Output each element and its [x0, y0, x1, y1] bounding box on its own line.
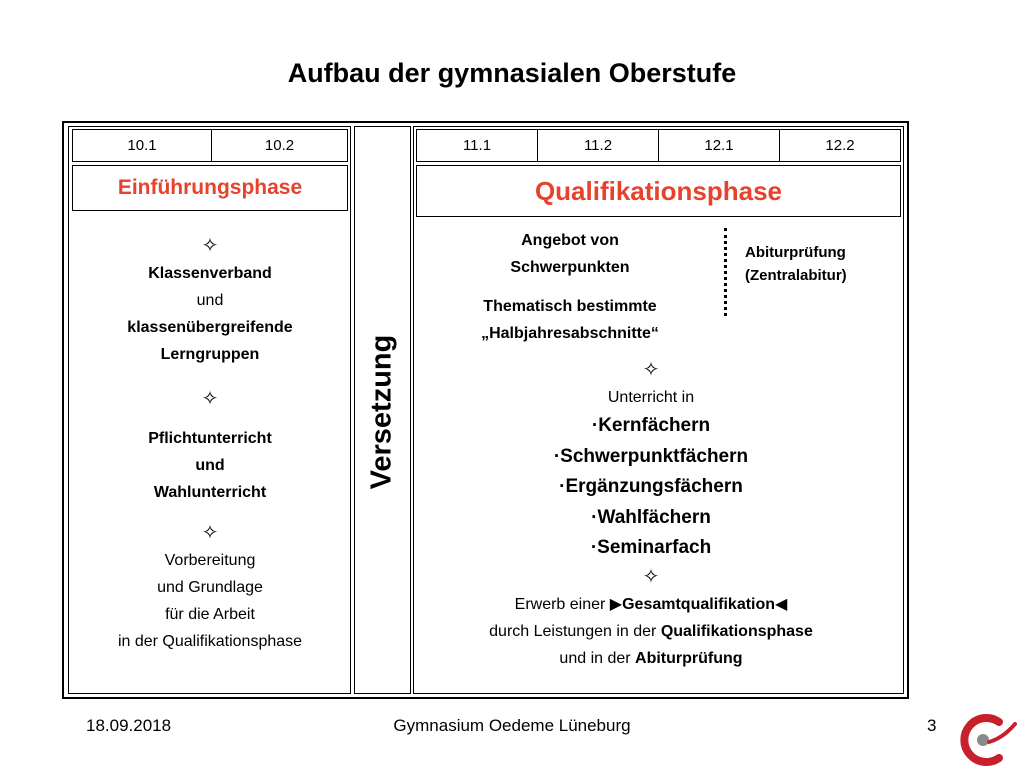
text-line: Thematisch bestimmte — [483, 298, 657, 315]
text-line: Wahlunterricht — [153, 484, 267, 501]
text-line: Klassenverband — [148, 265, 272, 282]
text-line: in der Qualifikationsphase — [117, 633, 303, 650]
footer-date: 18.09.2018 — [86, 716, 172, 735]
right-semester-row — [416, 129, 901, 162]
text-line: Abiturprüfung — [745, 244, 846, 261]
text-line: Schwerpunkten — [510, 259, 630, 276]
footer-school: Gymnasium Oedeme Lüneburg — [393, 716, 631, 735]
text-line: (Zentralabitur) — [745, 267, 847, 284]
text-span: Erwerb einer — [514, 595, 610, 613]
fach-item: ·Seminarfach — [590, 537, 712, 558]
text-line: „Halbjahresabschnitte“ — [481, 325, 659, 342]
text-line: Unterricht in — [607, 389, 695, 406]
text-span: Qualifikationsphase — [660, 622, 813, 640]
versetzung-text: Versetzung — [365, 334, 398, 490]
semester-cell: 11.2 — [538, 130, 659, 161]
semester-cell: 11.1 — [417, 130, 538, 161]
text-line: für die Arbeit — [165, 606, 255, 623]
triangle-right-icon: ▶ — [609, 595, 623, 613]
text-span: durch Leistungen in der — [489, 622, 661, 640]
footer-page-number: 3 — [927, 716, 937, 735]
phase-header-qualifikation: Qualifikationsphase — [416, 165, 901, 217]
star-icon: ✧ — [201, 522, 219, 544]
angebot-block — [470, 227, 670, 281]
text-line: und Grundlage — [157, 579, 263, 596]
fach-item: ·Schwerpunktfächern — [553, 445, 749, 467]
semester-cell: 12.2 — [825, 137, 855, 154]
triangle-left-icon: ◀ — [775, 595, 788, 613]
thematisch-block — [440, 293, 700, 347]
text-line: Angebot von — [521, 232, 619, 249]
text-line: Pflichtunterricht — [148, 430, 272, 447]
leistung-line — [416, 618, 886, 645]
semester-cell: 12.1 — [659, 130, 780, 161]
text-span: Abiturprüfung — [635, 649, 743, 667]
semester-cell: 10.2 — [264, 137, 295, 154]
text-span: und in der — [559, 649, 636, 667]
text-line: Vorbereitung — [164, 552, 256, 569]
left-semester-row — [72, 129, 348, 162]
text-line: und — [195, 457, 225, 474]
semester-cell: 10.1 — [73, 130, 212, 161]
star-icon: ✧ — [642, 359, 660, 381]
right-content — [416, 357, 886, 672]
dotted-divider — [724, 228, 727, 316]
page-title: Aufbau der gymnasialen Oberstufe — [287, 58, 737, 88]
star-icon: ✧ — [201, 388, 219, 410]
abitur-line — [416, 645, 886, 672]
school-logo-icon — [955, 712, 1017, 768]
fach-item: ·Wahlfächern — [591, 506, 711, 528]
fach-item: ·Kernfächern — [591, 415, 711, 436]
star-icon: ✧ — [201, 235, 219, 257]
text-line: und — [196, 292, 224, 309]
abitur-block — [745, 241, 895, 287]
fach-item: ·Ergänzungsfächern — [559, 476, 743, 497]
left-content — [72, 233, 348, 655]
text-line: klassenübergreifende — [127, 319, 293, 336]
phase-header-einfuehrung: Einführungsphase — [72, 165, 348, 211]
text-line: Lerngruppen — [160, 346, 260, 363]
star-icon: ✧ — [642, 565, 660, 588]
erwerb-line — [416, 591, 886, 618]
text-span: Gesamtqualifikation — [622, 595, 776, 613]
